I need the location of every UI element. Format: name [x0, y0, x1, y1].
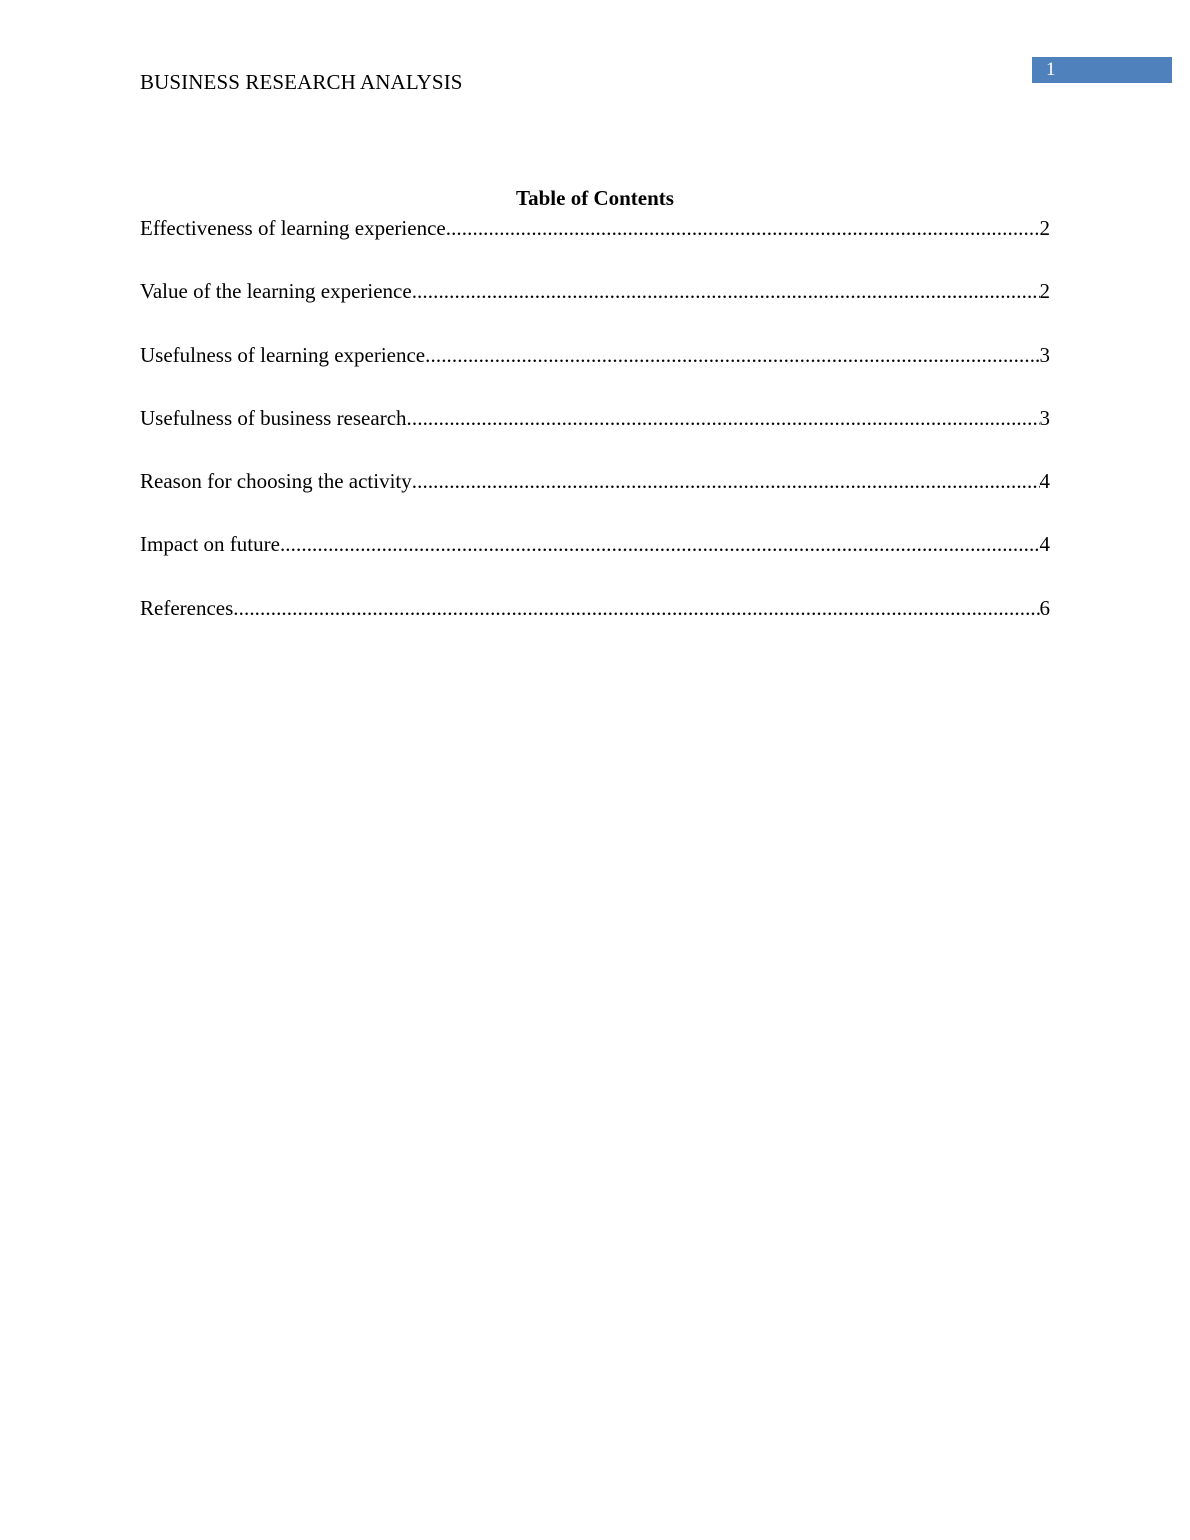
toc-entry[interactable] [140, 279, 1050, 342]
page-number-badge: 1 [1032, 57, 1172, 83]
toc-entry-label: Usefulness of business research [140, 405, 407, 430]
toc-entry-label: Value of the learning experience [140, 279, 412, 304]
toc-entry-page: 3 [1039, 405, 1050, 430]
toc-entry-page: 4 [1039, 532, 1050, 557]
toc-dot-leader [412, 279, 1040, 304]
toc-dot-leader [446, 216, 1040, 241]
toc-entry[interactable] [140, 406, 1050, 469]
toc-dot-leader [233, 596, 1039, 621]
toc-dot-leader [280, 532, 1040, 557]
toc-dot-leader [425, 343, 1039, 368]
toc-entry-label: Impact on future [140, 532, 280, 557]
toc-entry-page: 2 [1039, 279, 1050, 304]
running-head: BUSINESS RESEARCH ANALYSIS [140, 70, 463, 94]
toc-title: Table of Contents [516, 186, 674, 210]
toc-entry-label: Reason for choosing the activity [140, 469, 412, 494]
toc-entry[interactable] [140, 343, 1050, 406]
toc-entry-page: 4 [1039, 469, 1050, 494]
toc-entry-label: References [140, 595, 234, 620]
toc-entry-page: 3 [1039, 342, 1050, 367]
toc-entry-label: Effectiveness of learning experience [140, 216, 446, 240]
toc-entry[interactable] [140, 216, 1050, 279]
toc-entry-page: 6 [1039, 595, 1050, 620]
toc-entry[interactable] [140, 596, 1050, 659]
toc-dot-leader [407, 406, 1040, 431]
toc-entry[interactable] [140, 469, 1050, 532]
toc-dot-leader [412, 469, 1040, 494]
toc-entry-label: Usefulness of learning experience [140, 342, 426, 367]
toc-entry[interactable] [140, 532, 1050, 595]
toc-entry-page: 2 [1039, 216, 1050, 240]
table-of-contents [140, 216, 1050, 659]
